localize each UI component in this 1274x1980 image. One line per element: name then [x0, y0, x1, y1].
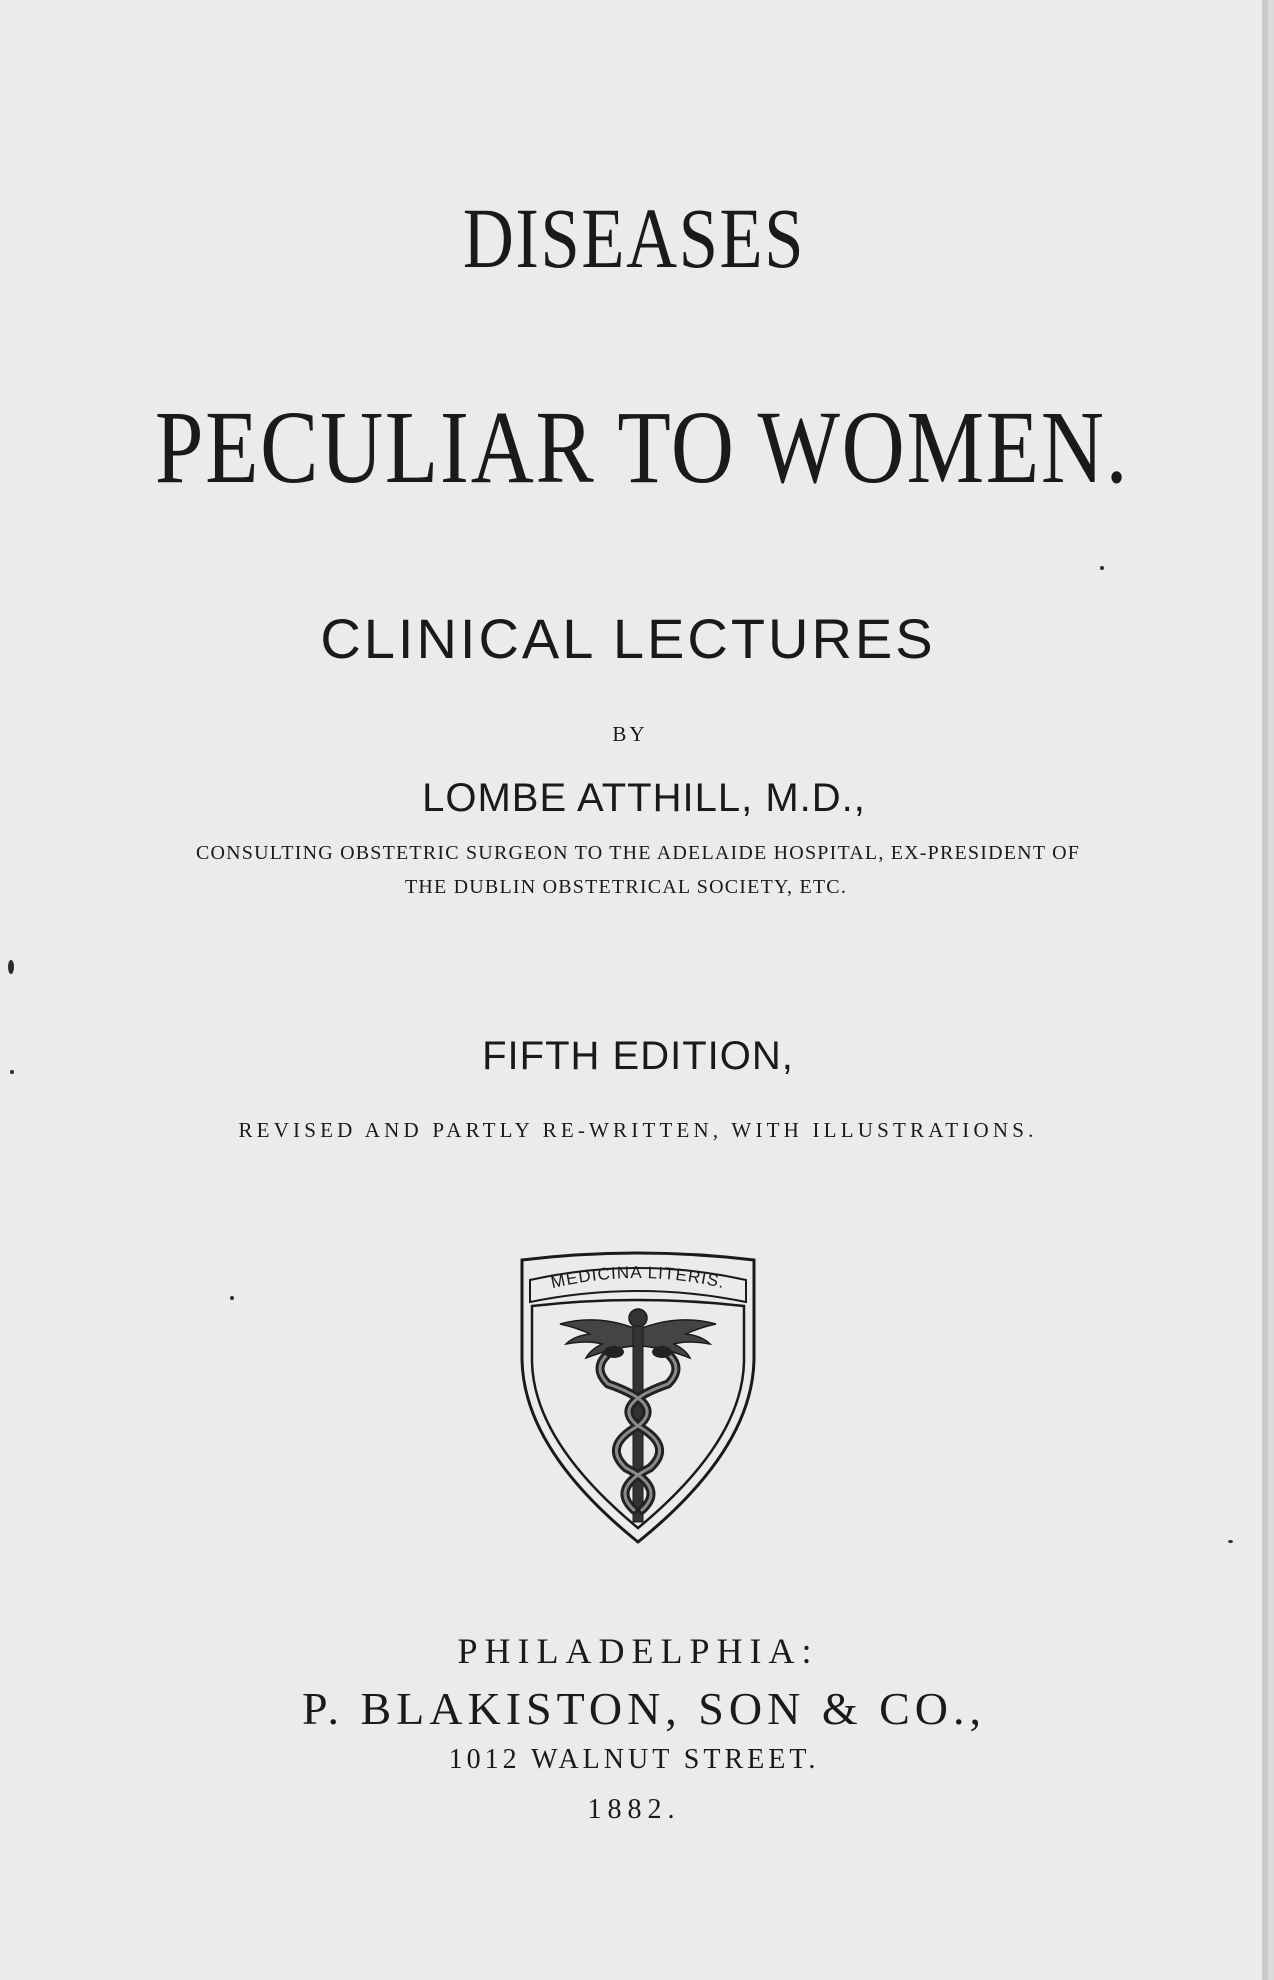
- imprint-year: 1882.: [587, 1794, 681, 1825]
- title-line-1: DISEASES: [462, 190, 806, 286]
- author-credentials-line-2: THE DUBLIN OBSTETRICAL SOCIETY, ETC.: [404, 876, 848, 898]
- paper-blemish: [1100, 566, 1104, 570]
- imprint-city: PHILADELPHIA:: [457, 1631, 819, 1671]
- by-line: BY: [612, 722, 648, 746]
- caduceus-shield-icon: [516, 1250, 760, 1550]
- svg-text:MEDICINA LITERIS.: [549, 1263, 727, 1292]
- author-name: LOMBE ATTHILL, M.D.,: [422, 776, 866, 820]
- title-line-2: PECULIAR TO WOMEN.: [154, 390, 1130, 505]
- paper-blemish: [10, 1070, 14, 1074]
- imprint-publisher: P. BLAKISTON, SON & CO.,: [301, 1683, 987, 1734]
- author-credentials-line-1: CONSULTING OBSTETRIC SURGEON TO THE ADELAIDE HOSPITAL, EX-PRESIDENT OF: [195, 842, 1081, 864]
- imprint-address: 1012 WALNUT STREET.: [448, 1744, 820, 1775]
- edition: FIFTH EDITION,: [482, 1034, 794, 1078]
- edition-note: REVISED AND PARTLY RE-WRITTEN, WITH ILLUSTRATIONS.: [238, 1118, 1038, 1142]
- emblem-motto: MEDICINA LITERIS.: [549, 1262, 728, 1293]
- paper-blemish: [1228, 1540, 1233, 1543]
- subtitle: CLINICAL LECTURES: [320, 607, 936, 670]
- paper-blemish: [8, 960, 14, 974]
- paper-blemish: [230, 1296, 234, 1300]
